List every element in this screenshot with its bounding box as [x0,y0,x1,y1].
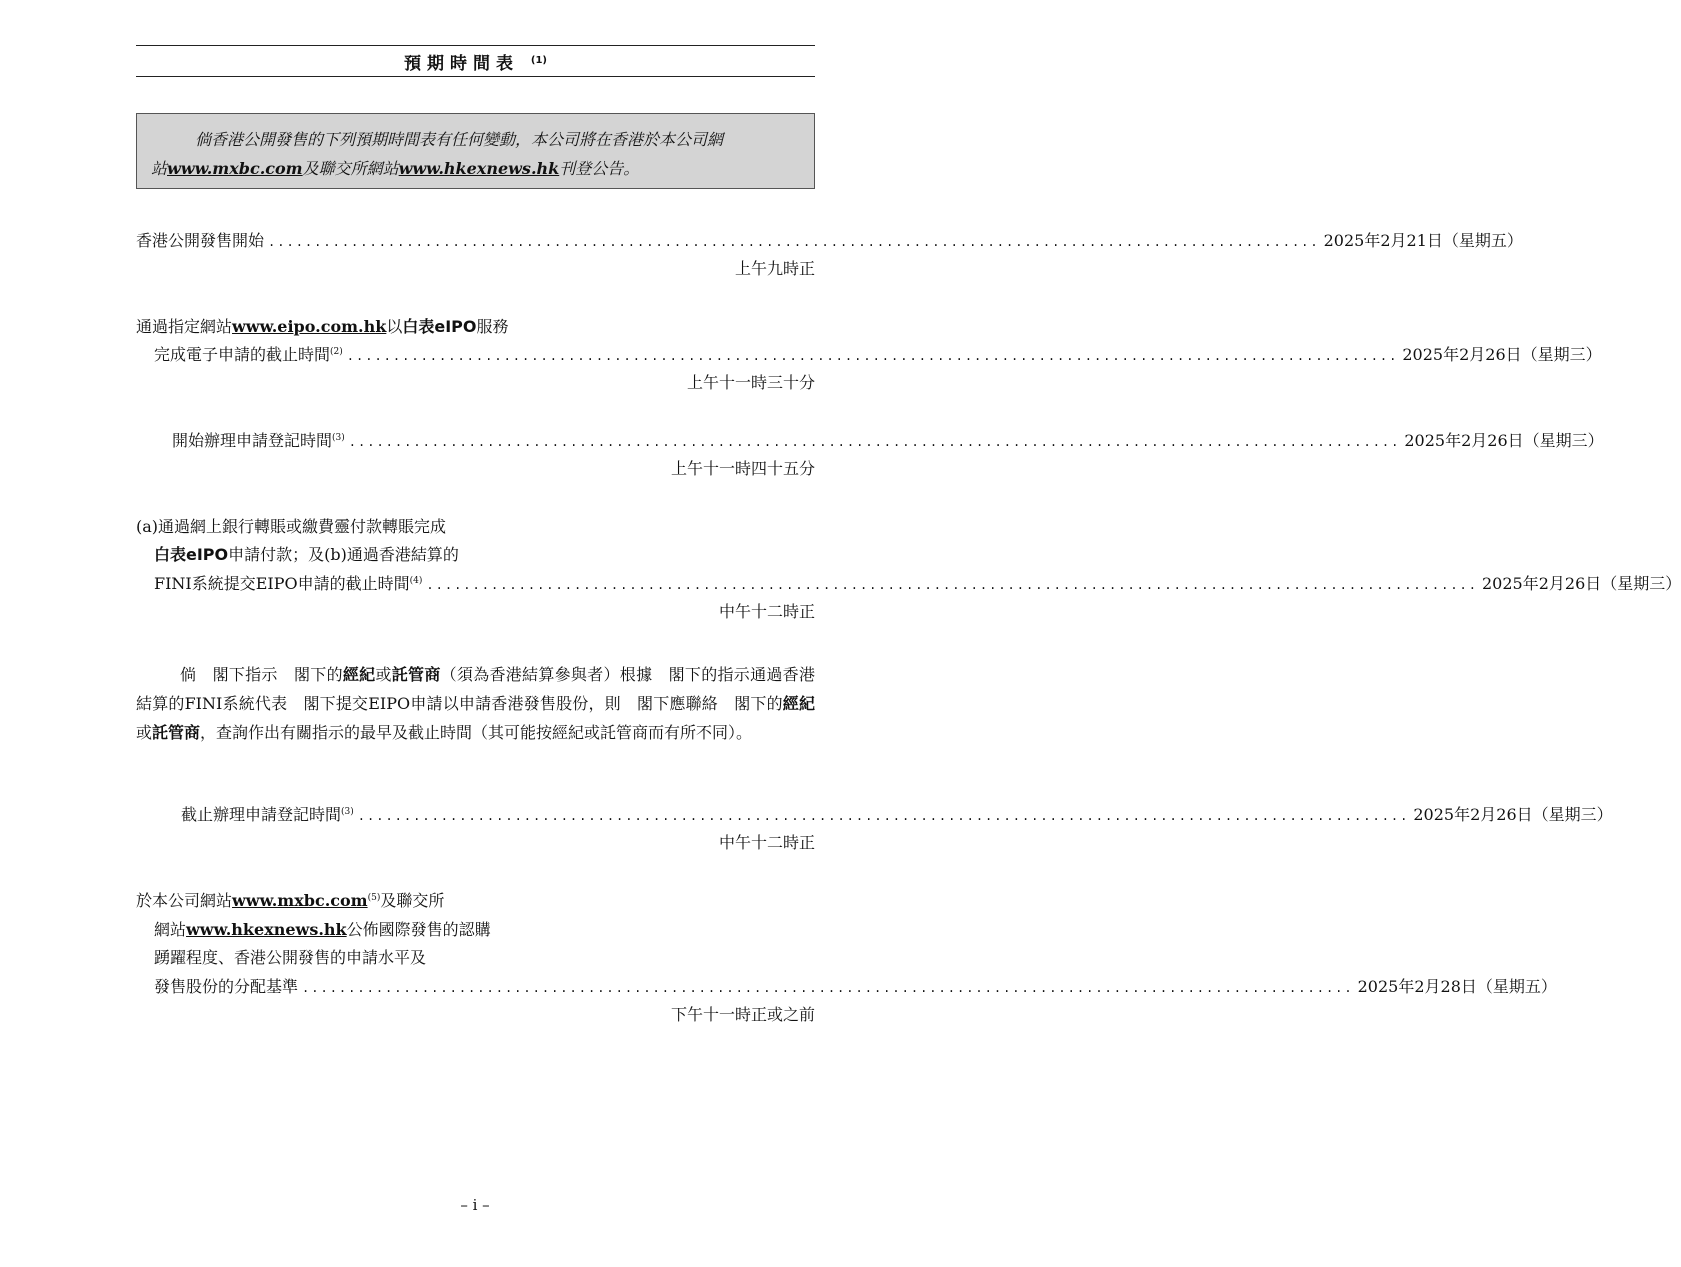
white-form-eipo-label: 白表eIPO [154,545,229,564]
entry-1-label: 香港公開發售開始 [136,231,265,250]
link-hkexnews[interactable]: www.hkexnews.hk [186,920,347,939]
link-mxbc[interactable]: www.mxbc.com [232,891,368,910]
entry-5-row [136,803,1613,827]
page-title-text: 預期時間表 [403,54,519,74]
page-title [136,49,815,74]
entry-5-date: 2025年2月26日（星期三） [1413,805,1613,824]
entry-4-row [136,572,1681,596]
entry-6-line-3: 踴躍程度、香港公開發售的申請水平及 [154,948,427,967]
entry-6-row [136,975,1557,999]
entry-2-time: 上午十一時三十分 [686,373,815,392]
entry-2-label: 完成電子申請的截止時間 [154,345,331,364]
entry-1-row [136,229,1523,253]
leader-dots: .................................................................................................................. [348,435,1401,449]
entry-3-row [136,429,1604,453]
leader-dots: .................................................................................................................. [426,578,1478,592]
notice-link-hkexnews[interactable]: www.hkexnews.hk [398,159,560,178]
entry-2-row [136,343,1602,367]
footnote-ref: (3) [341,807,354,817]
footnote-ref: (3) [332,433,345,443]
entry-4-date: 2025年2月26日（星期三） [1482,574,1681,593]
entry-6-label: 發售股份的分配基準 [154,977,299,996]
entry-4-line-2: 白表eIPO申請付款；及(b)通過香港結算的 [154,545,459,564]
entry-3-date: 2025年2月26日（星期三） [1404,431,1604,450]
page-number: – i – [460,1196,490,1214]
footnote-ref: (4) [409,576,423,586]
entry-4-label: FINI系統提交EIPO申請的截止時間 [154,574,410,593]
header-bottom-rule [136,76,815,77]
leader-dots: .................................................................................................................. [302,981,1354,995]
entry-2-heading: 通過指定網站www.eipo.com.hk以白表eIPO服務 [136,317,509,336]
entry-4-line-1: (a)通過網上銀行轉賬或繳費靈付款轉賬完成 [136,517,447,536]
leader-dots: .................................................................................................................. [357,809,1410,823]
entry-3-label: 開始辦理申請登記時間 [172,431,333,450]
notice-link-mxbc[interactable]: www.mxbc.com [167,159,303,178]
entry-5-label: 截止辦理申請登記時間 [181,805,342,824]
white-form-eipo-label: 白表eIPO [402,317,477,336]
title-footnote-ref: (1) [530,55,548,66]
link-eipo[interactable]: www.eipo.com.hk [232,317,387,336]
entry-1-date: 2025年2月21日（星期五） [1323,231,1523,250]
notice-line-2: 站www.mxbc.com及聯交所網站www.hkexnews.hk刊登公告。 [151,159,640,178]
notice-line-1: 倘香港公開發售的下列預期時間表有任何變動，本公司將在香港於本公司網 [195,130,724,149]
footnote-ref: (2) [330,347,343,357]
entry-3-time: 上午十一時四十五分 [670,459,815,478]
leader-dots: .................................................................................................................. [268,235,1320,249]
notice-box [136,113,815,189]
entry-6-line-2: 網站www.hkexnews.hk公佈國際發售的認購 [154,920,491,939]
leader-dots: .................................................................................................................. [346,349,1399,363]
footnote-ref: (5) [367,893,381,903]
broker-instruction-paragraph: 倘 閣下指示 閣下的經紀或託管商（須為香港結算參與者）根據 閣下的指示通過香港結算的FINI系統代表 閣下提交EIPO申請以申請香港發售股份，則 閣下應聯絡 閣下的經紀或託管商，查詢作出有關指示的最早及截止時間（其可能按經紀或託管商而有所不同）。 [136,665,815,742]
entry-6-date: 2025年2月28日（星期五） [1357,977,1557,996]
header-top-rule [136,45,815,46]
entry-6-time: 下午十一時正或之前 [670,1005,815,1024]
entry-2-date: 2025年2月26日（星期三） [1402,345,1602,364]
entry-5-time: 中午十二時正 [718,833,815,852]
entry-4-time: 中午十二時正 [718,602,815,621]
entry-6-line-1: 於本公司網站www.mxbc.com$^{(5)}$及聯交所 [136,891,445,910]
entry-1-time: 上午九時正 [734,259,815,278]
